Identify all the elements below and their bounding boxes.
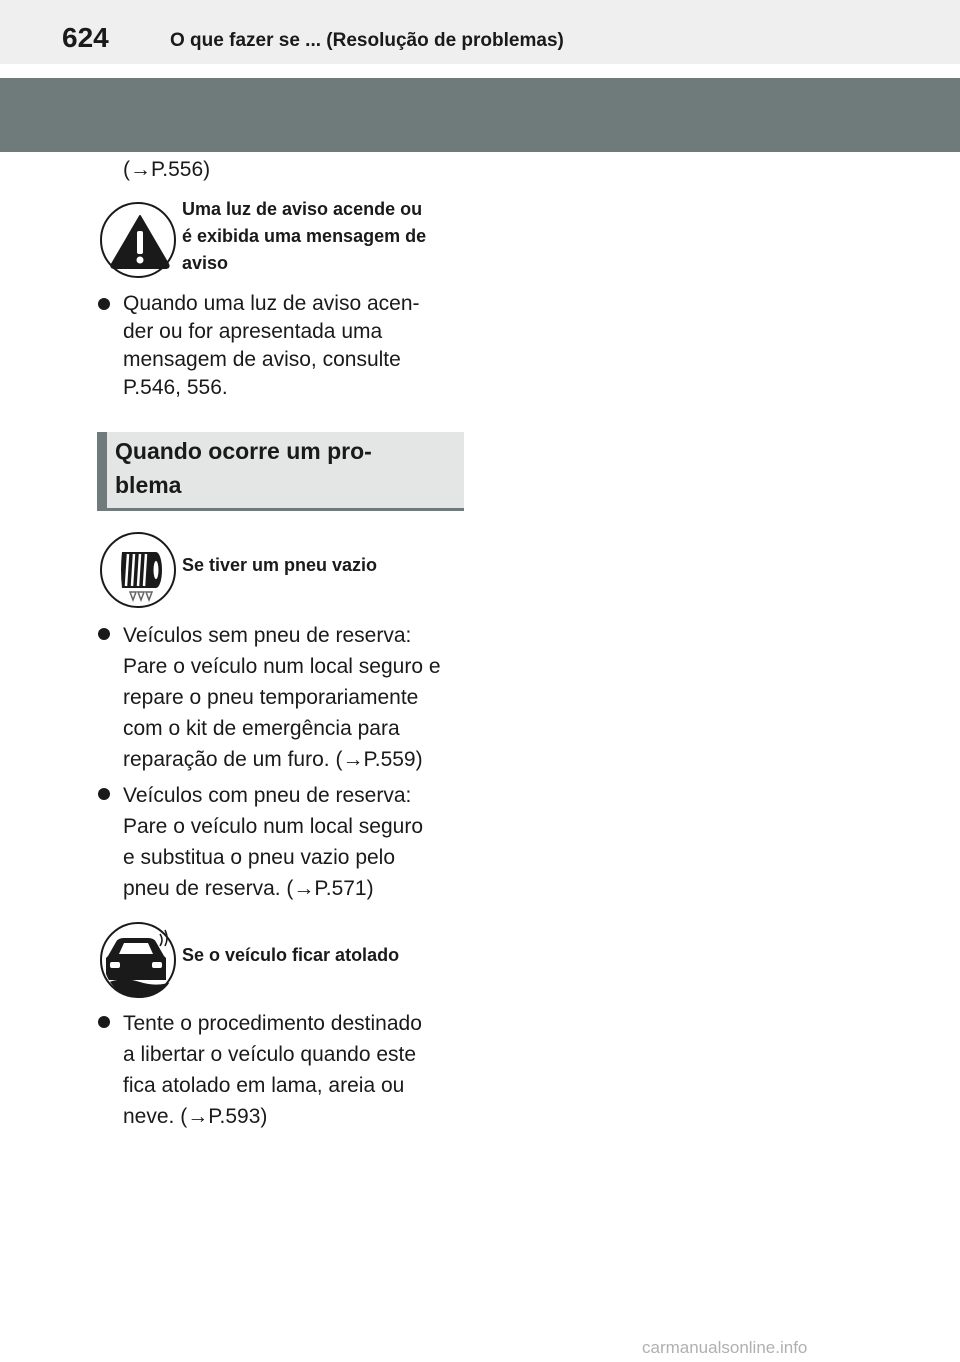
warning-label-line: Uma luz de aviso acende ou (182, 199, 423, 219)
bullet-line: pneu de reserva. (→P.571) (123, 877, 374, 900)
bullet-line: fica atolado em lama, areia ou (123, 1074, 405, 1097)
watermark: carmanualsonline.info (642, 1338, 808, 1357)
bullet-line: Pare o veículo num local seguro (123, 815, 423, 838)
stuck-vehicle-label: Se o veículo ficar atolado (182, 945, 400, 965)
warning-exclamation-icon (100, 202, 176, 278)
bullet-line: repare o pneu temporariamente (123, 686, 419, 709)
flat-tire-icon (100, 532, 176, 608)
warning-label-line: é exibida uma mensagem de (182, 226, 427, 246)
bullet-line: P.546, 556. (123, 376, 228, 399)
section-title-line: blema (115, 472, 182, 498)
bullet-line: Veículos com pneu de reserva: (123, 784, 412, 807)
page-reference: (→P.556) (123, 158, 211, 181)
chapter-title: O que fazer se ... (Resolução de problemas) (170, 30, 564, 51)
section-title (115, 434, 435, 502)
bullet-dot (98, 298, 110, 310)
section-heading-bar (97, 432, 107, 508)
section-heading (97, 432, 464, 511)
bullet-dot (98, 788, 110, 800)
flat-tire-label: Se tiver um pneu vazio (182, 555, 378, 575)
page-header (0, 0, 960, 64)
bullet-line: mensagem de aviso, consulte (123, 348, 401, 371)
warning-label-line: aviso (182, 253, 229, 273)
bullet-line: Quando uma luz de aviso acen- (123, 292, 420, 315)
bullet-dot (98, 1016, 110, 1028)
stuck-vehicle-icon (100, 922, 176, 998)
bullet-line: a libertar o veículo quando este (123, 1043, 417, 1066)
bullet-line: e substitua o pneu vazio pelo (123, 846, 396, 869)
header-band (0, 78, 960, 152)
bullet-line: com o kit de emergência para (123, 717, 400, 740)
bullet-line: Tente o procedimento destinado (123, 1012, 422, 1035)
warning-label (182, 196, 472, 277)
bullet-line: neve. (→P.593) (123, 1105, 268, 1128)
bullet-dot (98, 628, 110, 640)
bullet-line: Veículos sem pneu de reserva: (123, 624, 412, 647)
bullet-line: der ou for apresentada uma (123, 320, 383, 343)
bullet-line: reparação de um furo. (→P.559) (123, 748, 423, 771)
bullet-line: Pare o veículo num local seguro e (123, 655, 441, 678)
page-number: 624 (62, 22, 109, 53)
section-title-line: Quando ocorre um pro- (115, 438, 372, 464)
